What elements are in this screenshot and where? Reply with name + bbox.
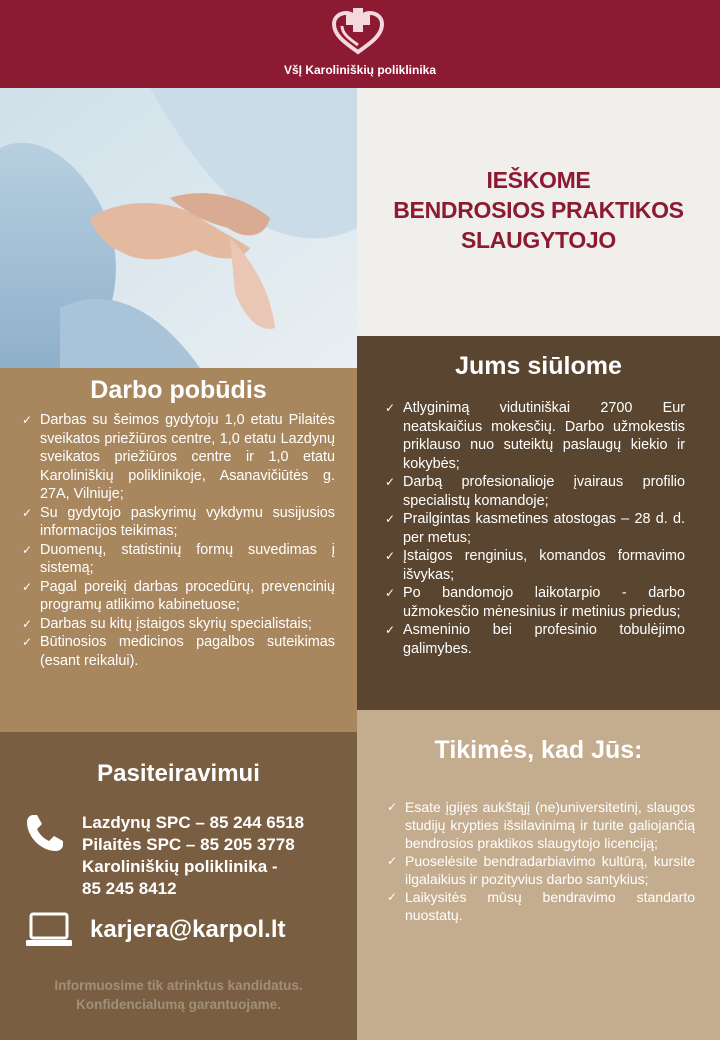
email-link[interactable]: karjera@karpol.lt — [90, 916, 286, 943]
note-line: Konfidencialumą garantuojame. — [76, 997, 281, 1012]
job-title-line: SLAUGYTOJO — [460, 227, 617, 253]
job-title-line: BENDROSIOS PRAKTIKOS — [393, 197, 684, 223]
checkmark-icon: ✓ — [22, 579, 33, 594]
list-item: ✓ Su gydytojo paskyrimų vykdymu susijusios informacijos teikimas; — [22, 504, 335, 539]
list-item: ✓ Prailgintas kasmetines atostogas – 28 d. d. per metus; — [385, 511, 685, 546]
checkmark-icon: ✓ — [387, 854, 398, 868]
job-duties-list — [22, 411, 335, 670]
requirements-list — [387, 798, 695, 924]
laptop-icon — [25, 912, 73, 948]
phone-lazdynu[interactable]: Lazdynų SPC – 85 244 6518 — [82, 813, 305, 832]
heart-cross-logo-icon — [330, 8, 386, 56]
checkmark-icon: ✓ — [22, 635, 33, 649]
job-duties-heading: Darbo pobūdis — [90, 376, 267, 404]
checkmark-icon: ✓ — [22, 413, 33, 427]
checkmark-icon: ✓ — [385, 475, 396, 489]
checkmark-icon: ✓ — [387, 890, 398, 904]
job-title-line: IEŠKOME — [486, 167, 591, 193]
checkmark-icon: ✓ — [385, 401, 396, 415]
offer-heading: Jums siūlome — [455, 352, 622, 380]
checkmark-icon: ✓ — [22, 542, 33, 557]
list-item: ✓ Esate įgijęs aukštąjį (ne)universitetinį, slaugos studijų krypties išsilavinimą ir turite galiojančią bendrosios praktikos slaugytojo licenciją; — [387, 799, 695, 851]
phone-numbers — [82, 812, 304, 900]
job-duties-panel — [0, 368, 357, 732]
checkmark-icon: ✓ — [385, 549, 396, 563]
note-line: Informuosime tik atrinktus kandidatus. — [54, 978, 303, 993]
list-item: ✓ Būtinosios medicinos pagalbos suteikimas (esant reikalui). — [22, 634, 335, 669]
list-item: ✓ Įstaigos renginius, komandos formavimo išvykas; — [385, 548, 685, 583]
list-item: ✓ Laikysitės mūsų bendravimo standarto nuostatų. — [387, 889, 695, 923]
list-item: ✓ Darbas su kitų įstaigos skyrių specialistais; — [22, 615, 312, 632]
list-item: ✓ Asmeninio bei profesinio tobulėjimo galimybes. — [385, 622, 685, 657]
phone-karoliniskiu-label: Karoliniškių poliklinika - — [82, 857, 278, 876]
requirements-panel — [357, 710, 720, 1040]
checkmark-icon: ✓ — [385, 512, 396, 526]
nurse-holding-hands-photo — [0, 88, 357, 368]
contact-panel — [0, 732, 357, 1040]
checkmark-icon: ✓ — [385, 586, 396, 600]
phone-karoliniskiu[interactable]: 85 245 8412 — [82, 879, 177, 898]
contact-heading: Pasiteiravimui — [97, 760, 260, 787]
list-item: ✓ Darbas su šeimos gydytoju 1,0 etatu Pilaitės sveikatos priežiūros centre, 1,0 etatu Lazdynų sveikatos priežiūros centre ir 1,0 etatu Karoliniškių poliklinikoje, Asanavičiūtės g. 27A, Vilniuje; — [22, 412, 335, 502]
offer-list — [385, 399, 685, 658]
list-item: ✓ Atlyginimą vidutiniškai 2700 Eur neatskaičius mokesčių. Darbo užmokestis priklauso nuo suteiktų paslaugų kiekio ir kokybės; — [385, 400, 685, 472]
list-item: ✓ Duomenų, statistinių formų suvedimas į sistemą; — [22, 541, 335, 576]
requirements-heading: Tikimės, kad Jūs: — [434, 736, 643, 764]
list-item: ✓ Pagal poreikį darbas procedūrų, prevencinių programų atlikimo kabinetuose; — [22, 578, 335, 613]
list-item: ✓ Puoselėsite bendradarbiavimo kultūrą, kursite ilgalaikius ir pozityvius darbo santykius; — [387, 853, 695, 887]
phone-icon — [24, 812, 66, 854]
checkmark-icon: ✓ — [385, 623, 396, 637]
checkmark-icon: ✓ — [387, 800, 398, 814]
confidentiality-note — [0, 976, 357, 1014]
list-item: ✓ Darbą profesionalioje įvairaus profilio specialistų komandoje; — [385, 474, 685, 509]
organization-name: VšĮ Karoliniškių poliklinika — [283, 63, 437, 77]
checkmark-icon: ✓ — [22, 505, 33, 520]
phone-pilaites[interactable]: Pilaitės SPC – 85 205 3778 — [82, 835, 295, 854]
list-item: ✓ Po bandomojo laikotarpio - darbo užmokesčio mėnesinius ir metinius priedus; — [385, 585, 685, 620]
job-title — [357, 165, 720, 255]
offer-panel — [357, 336, 720, 710]
checkmark-icon: ✓ — [22, 616, 33, 631]
